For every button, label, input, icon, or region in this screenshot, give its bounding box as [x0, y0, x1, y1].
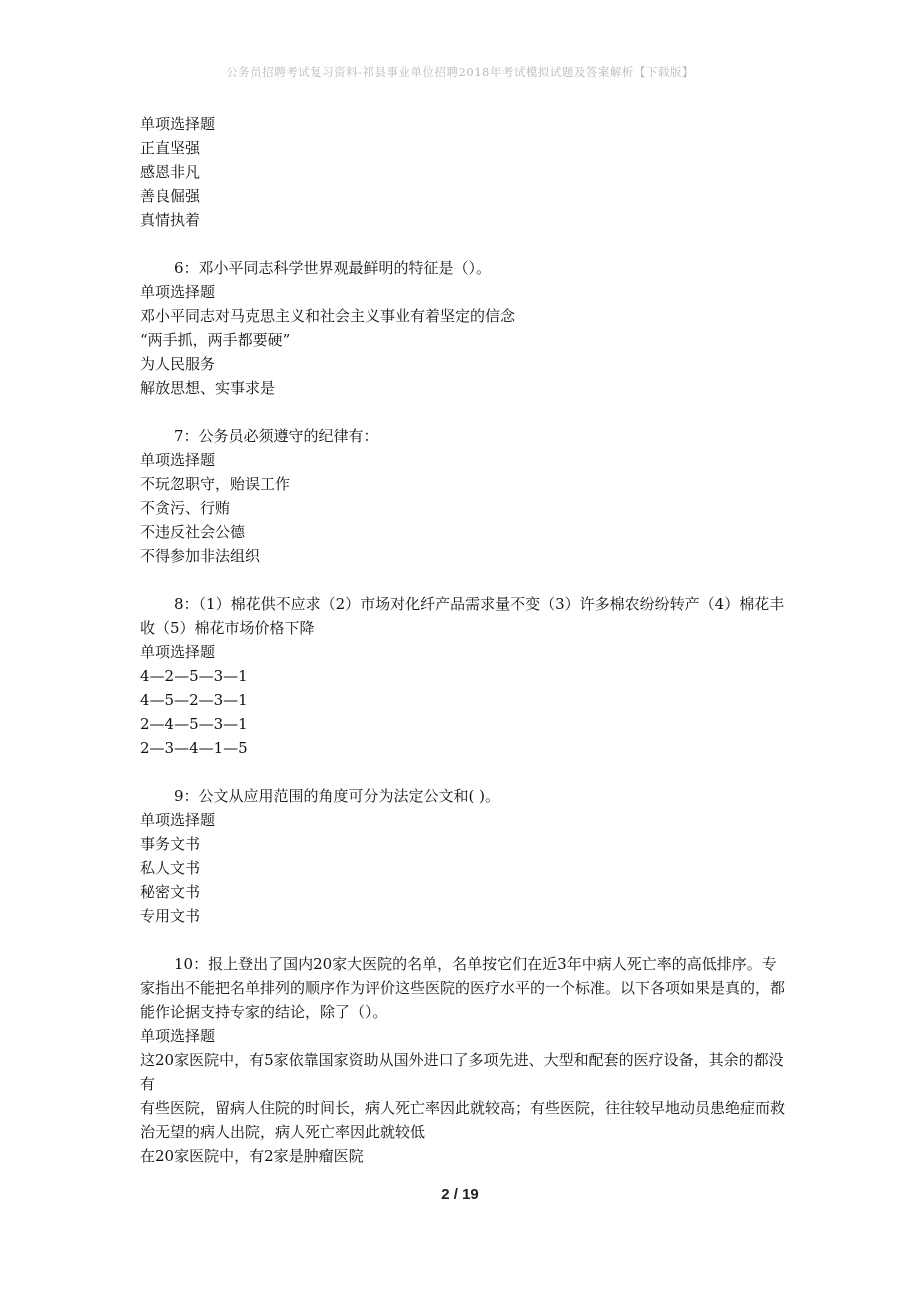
answer-option: 在20家医院中，有2家是肿瘤医院	[140, 1147, 364, 1165]
question-9	[140, 784, 790, 928]
answer-option: 为人民服务	[140, 355, 216, 373]
answer-option: 不违反社会公德	[140, 523, 246, 541]
answer-option: 不玩忽职守，贻误工作	[140, 475, 291, 493]
answer-option: 正直坚强	[140, 139, 201, 157]
question-type: 单项选择题	[140, 1027, 216, 1045]
answer-option: 私人文书	[140, 859, 201, 877]
question-stem: 10：报上登出了国内20家大医院的名单，名单按它们在近3年中病人死亡率的高低排序。专家指出不能把名单排列的顺序作为评价这些医院的医疗水平的一个标准。以下各项如果是真的，都能作论据支持专家的结论，除了（）。	[140, 955, 786, 1021]
question-continued	[140, 112, 790, 232]
answer-option: 4—2—5—3—1	[140, 667, 248, 685]
question-stem: 7：公务员必须遵守的纪律有：	[174, 427, 379, 445]
question-type: 单项选择题	[140, 451, 216, 469]
answer-option: 这20家医院中，有5家依靠国家资助从国外进口了多项先进、大型和配套的医疗设备，其余的都没有	[140, 1051, 784, 1093]
question-7	[140, 424, 790, 568]
answer-option: 秘密文书	[140, 883, 201, 901]
page-number: 2 / 19	[441, 1186, 479, 1203]
answer-option: 2—4—5—3—1	[140, 715, 248, 733]
question-10	[140, 952, 790, 1168]
question-stem: 6：邓小平同志科学世界观最鲜明的特征是（）。	[174, 259, 492, 277]
answer-option: 真情执着	[140, 211, 201, 229]
answer-option: 2—3—4—1—5	[140, 739, 248, 757]
answer-option: 善良倔强	[140, 187, 201, 205]
question-stem: 8：（1）棉花供不应求（2）市场对化纤产品需求量不变（3）许多棉农纷纷转产（4）棉花丰收（5）棉花市场价格下降	[140, 595, 785, 637]
question-stem: 9：公文从应用范围的角度可分为法定公文和( )。	[174, 787, 501, 805]
answer-option: “两手抓，两手都要硬”	[140, 331, 291, 349]
answer-option: 有些医院，留病人住院的时间长，病人死亡率因此就较高；有些医院，往往较早地动员患绝症而救治无望的病人出院，病人死亡率因此就较低	[140, 1099, 786, 1141]
answer-option: 4—5—2—3—1	[140, 691, 248, 709]
question-6	[140, 256, 790, 400]
question-type: 单项选择题	[140, 811, 216, 829]
question-type: 单项选择题	[140, 283, 216, 301]
answer-option: 不得参加非法组织	[140, 547, 261, 565]
question-type: 单项选择题	[140, 643, 216, 661]
answer-option: 事务文书	[140, 835, 201, 853]
answer-option: 解放思想、实事求是	[140, 379, 276, 397]
answer-option: 邓小平同志对马克思主义和社会主义事业有着坚定的信念	[140, 307, 516, 325]
question-type: 单项选择题	[140, 115, 216, 133]
answer-option: 专用文书	[140, 907, 201, 925]
answer-option: 不贪污、行贿	[140, 499, 231, 517]
question-8	[140, 592, 790, 760]
answer-option: 感恩非凡	[140, 163, 201, 181]
page-header: 公务员招聘考试复习资料-祁县事业单位招聘2018年考试模拟试题及答案解析【下载版】	[226, 65, 694, 79]
document-body	[140, 112, 790, 1192]
